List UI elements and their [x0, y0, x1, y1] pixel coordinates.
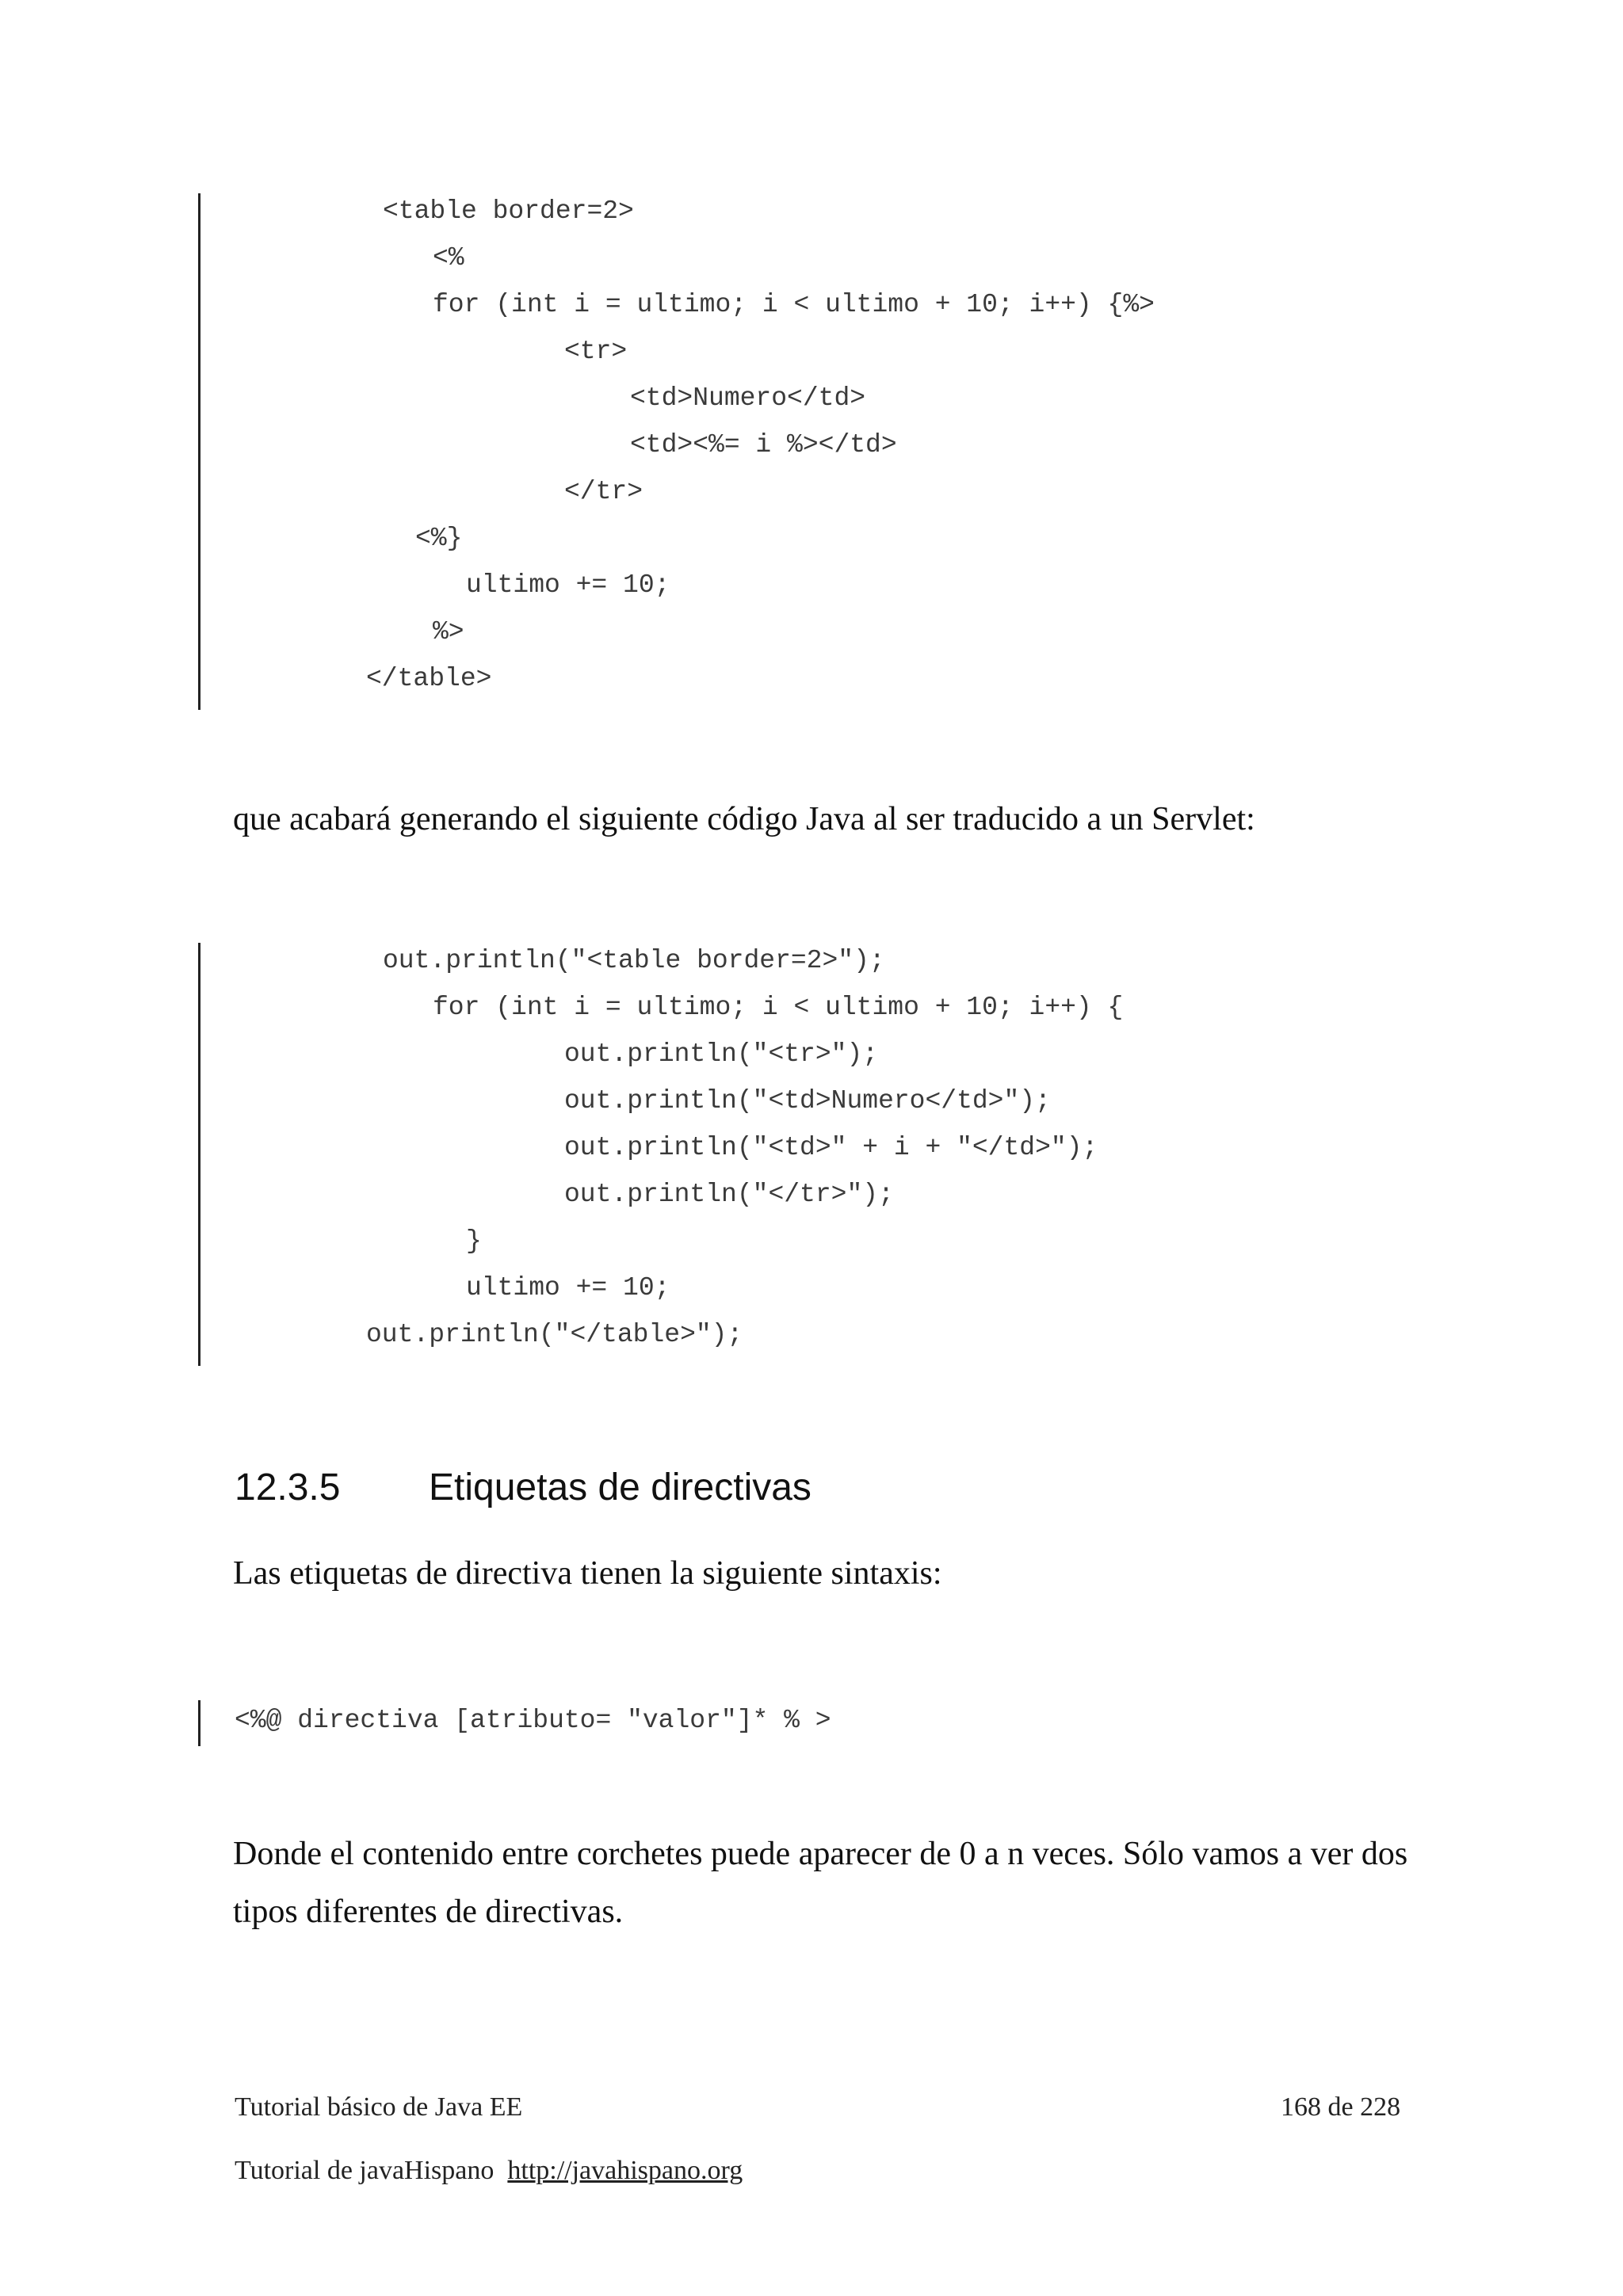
page-current: 168	[1281, 2092, 1321, 2122]
paragraph-servlet-intro: que acabará generando el siguiente código Java al ser traducido a un Servlet:	[233, 801, 1255, 837]
code-line: for (int i = ultimo; i < ultimo + 10; i++) {%>	[433, 290, 1155, 319]
code-block-directive	[198, 1700, 200, 1746]
code-line: %>	[433, 617, 464, 646]
paragraph-directive-syntax: Las etiquetas de directiva tienen la siguiente sintaxis:	[233, 1555, 942, 1592]
section-title: Etiquetas de directivas	[429, 1466, 812, 1508]
footer-credit-text: Tutorial de javaHispano	[235, 2156, 495, 2185]
code-line: out.println("</tr>");	[564, 1180, 894, 1209]
code-line: out.println("</table>");	[366, 1320, 743, 1349]
paragraph-directive-description	[233, 1825, 1407, 1941]
code-block-jsp	[198, 193, 200, 710]
code-line: <%@ directiva [atributo= "valor"]* % >	[235, 1706, 831, 1735]
code-line: out.println("<td>" + i + "</td>");	[564, 1133, 1098, 1162]
code-block-java	[198, 943, 200, 1366]
code-line: <tr>	[564, 337, 628, 366]
code-line: ultimo += 10;	[466, 570, 670, 600]
footer-link[interactable]: http://javahispano.org	[507, 2156, 743, 2185]
code-line: out.println("<td>Numero</td>");	[564, 1086, 1051, 1116]
code-line: out.println("<table border=2>");	[383, 946, 885, 975]
code-line: <table border=2>	[383, 196, 634, 226]
code-line: <%}	[415, 524, 463, 553]
code-line: out.println("<tr>");	[564, 1039, 879, 1069]
section-number: 12.3.5	[235, 1466, 341, 1508]
code-line: <%	[433, 243, 464, 273]
code-line: <td><%= i %></td>	[630, 430, 897, 460]
code-line: for (int i = ultimo; i < ultimo + 10; i++) {	[433, 993, 1124, 1022]
paragraph-line: tipos diferentes de directivas.	[233, 1894, 624, 1930]
paragraph-line: Donde el contenido entre corchetes puede aparecer de 0 a n veces. Sólo vamos a ver dos	[233, 1836, 1408, 1872]
footer-doc-title: Tutorial básico de Java EE	[235, 2092, 523, 2122]
code-line: </tr>	[564, 477, 643, 506]
page-separator: de	[1327, 2092, 1354, 2122]
code-line: </table>	[366, 664, 492, 693]
footer-credit	[235, 2153, 743, 2188]
footer-page-number	[1281, 2090, 1400, 2125]
page-total: 228	[1360, 2092, 1401, 2122]
code-line: }	[466, 1226, 482, 1256]
code-line: ultimo += 10;	[466, 1273, 670, 1302]
code-line: <td>Numero</td>	[630, 383, 866, 413]
